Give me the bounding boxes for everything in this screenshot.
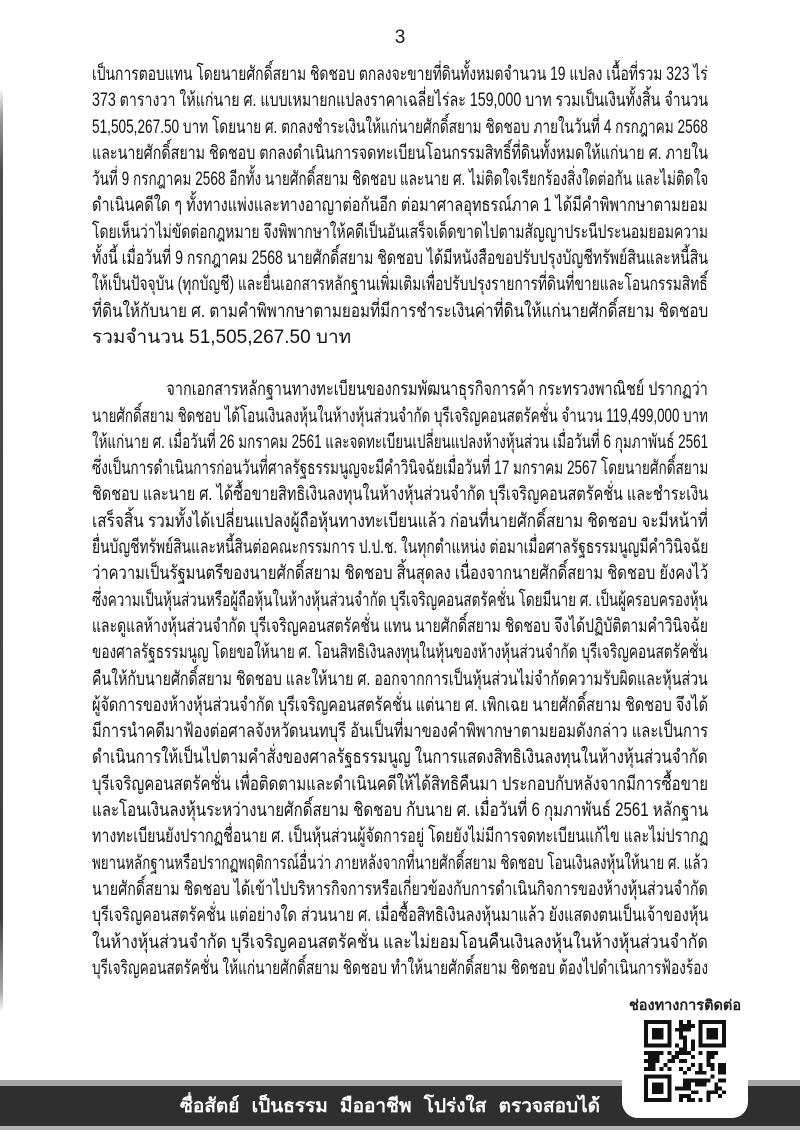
qr-code-icon — [644, 1020, 726, 1102]
text-line: ดำเนินการให้เป็นไปตามคำสั่งของศาลรัฐธรรมนูญ ในการแสดงสิทธิเงินลงทุนในห้างหุ้นส่วนจำกัด — [92, 747, 708, 769]
text-line: ดำเนินคดีใด ๆ ทั้งทางแพ่งและทางอาญาต่อกันอีก ต่อมาศาลอุทธรณ์ภาค 1 ได้มีคำพิพากษาตามยอม — [92, 195, 708, 217]
text-line: บุรีเจริญคอนสตรัคชั่น เพื่อติดตามและดำเนินคดีให้ได้สิทธิคืนมา ประกอบกับหลังจากมีการซื้อขาย — [92, 773, 709, 795]
text-line: บุรีเจริญคอนสตรัคชั่น แต่อย่างใด ส่วนนาย ศ. เมื่อซื้อสิทธิเงินลงหุ้นมาแล้ว ยังแสดงตนเป็นเจ้าของหุ้น — [92, 905, 709, 927]
contact-panel — [622, 988, 748, 1118]
text-line: จากเอกสารหลักฐานทางทะเบียนของกรมพัฒนาธุรกิจการค้า กระทรวงพาณิชย์ ปรากฏว่า — [92, 377, 560, 403]
text-line: เสร็จสิ้น รวมทั้งได้เปลี่ยนแปลงผู้ถือหุ้นทางทะเบียนแล้ว ก่อนที่นายศักดิ์สยาม ชิดชอบ จะมีหน้าที่ — [92, 510, 708, 532]
paragraph — [92, 377, 708, 982]
text-line: รวมจำนวน 51,505,267.50 บาท — [92, 326, 352, 348]
text-line: เป็นการตอบแทน โดยนายศักดิ์สยาม ชิดชอบ ตกลงจะขายที่ดินทั้งหมดจำนวน 19 แปลง เนื้อที่รวม 323 ไร่ — [92, 64, 708, 85]
text-line: ในห้างหุ้นส่วนจำกัด บุรีเจริญคอนสตรัคชั่น และไม่ยอมโอนคืนเงินลงหุ้นในห้างหุ้นส่วนจำกัด — [92, 931, 708, 953]
text-line: และนายศักดิ์สยาม ชิดชอบ ตกลงดำเนินการจดทะเบียนโอนกรรมสิทธิ์ที่ดินทั้งหมดให้แก่นาย ศ. ภายใน — [92, 142, 708, 164]
paragraph — [92, 62, 708, 351]
text-line: นายศักดิ์สยาม ชิดชอบ ได้โอนเงินลงหุ้นในห้างหุ้นส่วนจำกัด บุรีเจริญคอนสตรัคชั่น จำนวน 119,499,000 บาท — [92, 405, 708, 427]
text-line: ซึ่งเป็นการดำเนินการก่อนวันที่ศาลรัฐธรรมนูญจะมีคำวินิจฉัยเมื่อวันที่ 17 มกราคม 2567 โดยนายศักดิ์สยาม — [92, 458, 709, 480]
page-number: 3 — [394, 27, 406, 48]
text-line: วันที่ 9 กรกฎาคม 2568 อีกทั้ง นายศักดิ์สยาม ชิดชอบ และนาย ศ. ไม่ติดใจเรียกร้องสิ่งใดต่อกัน และไม่ติดใจ — [92, 169, 709, 191]
text-line: ยื่นบัญชีทรัพย์สินและหนี้สินต่อคณะกรรมการ ป.ป.ช. ในทุกตำแหน่ง ต่อมาเมื่อศาลรัฐธรรมนูญมีคำวินิจฉัย — [92, 537, 709, 559]
first-line-indent — [92, 394, 166, 395]
text-line: ให้เป็นปัจจุบัน (ทุกบัญชี) และยื่นเอกสารหลักฐานเพิ่มเติมเพื่อปรับปรุงรายการที่ดินที่ขายและโอนกรรมสิทธิ์ — [92, 274, 708, 296]
text-line: บุรีเจริญคอนสตรัคชั่น ให้แก่นายศักดิ์สยาม ชิดชอบ ทำให้นายศักดิ์สยาม ชิดชอบ ต้องไปดำเนินการฟ้องร้อง — [92, 957, 709, 979]
text-line: และโอนเงินลงหุ้นระหว่างนายศักดิ์สยาม ชิดชอบ กับนาย ศ. เมื่อวันที่ 6 กุมภาพันธ์ 2561 หลักฐาน — [92, 800, 709, 822]
text-line: 373 ตารางวา ให้แก่นาย ศ. แบบเหมายกแปลงราคาเฉลี่ยไร่ละ 159,000 บาท รวมเป็นเงินทั้งสิ้น จำนวน — [92, 90, 709, 112]
text-line: พยานหลักฐานหรือปรากฏพฤติการณ์อื่นว่า ภายหลังจากที่นายศักดิ์สยาม ชิดชอบ โอนเงินลงหุ้นให้นาย ศ. แล้ว — [92, 852, 709, 874]
footer-slogan: ซื่อสัตย์ เป็นธรรม มืออาชีพ โปร่งใส ตรวจสอบได้ — [180, 1096, 600, 1117]
text-line: 51,505,267.50 บาท โดยนาย ศ. ตกลงชำระเงินให้แก่นายศักดิ์สยาม ชิดชอบ ภายในวันที่ 4 กรกฎาคม 2568 — [92, 116, 708, 138]
scan-artifact-line — [0, 90, 3, 1010]
text-line: ที่ดินให้กับนาย ศ. ตามคำพิพากษาตามยอมที่มีการชำระเงินค่าที่ดินให้แก่นายศักดิ์สยาม ชิดชอบ — [92, 300, 709, 322]
text-line: ทั้งนี้ เมื่อวันที่ 9 กรกฎาคม 2568 นายศักดิ์สยาม ชิดชอบ ได้มีหนังสือขอปรับปรุงบัญชีทรัพย์สินและหนี้สิน — [92, 248, 709, 270]
document-body — [92, 62, 708, 982]
footer-divider-bottom — [0, 1126, 800, 1130]
text-line: ชิดชอบ และนาย ศ. ได้ซื้อขายสิทธิเงินลงทุนในห้างหุ้นส่วนจำกัด บุรีเจริญคอนสตรัคชั่น และชำระเงิน — [92, 484, 709, 506]
text-line: ว่าความเป็นรัฐมนตรีของนายศักดิ์สยาม ชิดชอบ สิ้นสุดลง เนื่องจากนายศักดิ์สยาม ชิดชอบ ยังคงไว้ — [92, 563, 709, 585]
contact-label: ช่องทางการติดต่อ — [628, 998, 742, 1014]
text-line: ผู้จัดการของห้างหุ้นส่วนจำกัด บุรีเจริญคอนสตรัคชั่น แต่นาย ศ. เพิกเฉย นายศักดิ์สยาม ชิดชอบ จึงได้ — [92, 694, 708, 716]
text-line: ให้แก่นาย ศ. เมื่อวันที่ 26 มกราคม 2561 และจดทะเบียนเปลี่ยนแปลงห้างหุ้นส่วน เมื่อวันที่ 6 กุมภาพันธ์ 2561 — [92, 431, 709, 453]
text-line: คืนให้กับนายศักดิ์สยาม ชิดชอบ และให้นาย ศ. ออกจากการเป็นหุ้นส่วนไม่จำกัดความรับผิดและหุ้นส่วน — [92, 668, 708, 690]
text-line: และดูแลห้างหุ้นส่วนจำกัด บุรีเจริญคอนสตรัคชั่น แทน นายศักดิ์สยาม ชิดชอบ จึงได้ปฏิบัติตามคำวินิจฉัย — [92, 615, 709, 637]
text-line: ซึ่งความเป็นหุ้นส่วนหรือผู้ถือหุ้นในห้างหุ้นส่วนจำกัด บุรีเจริญคอนสตรัคชั่น โดยมีนาย ศ. เป็นผู้ครอบครองหุ้น — [92, 589, 708, 611]
text-line: ของศาลรัฐธรรมนูญ โดยขอให้นาย ศ. โอนสิทธิเงินลงทุนในหุ้นของห้างหุ้นส่วนจำกัด บุรีเจริญคอนสตรัคชั่น — [92, 642, 708, 664]
text-line: มีการนำคดีมาฟ้องต่อศาลจังหวัดนนทบุรี อันเป็นที่มาของคำพิพากษาตามยอมดังกล่าว และเป็นการ — [92, 721, 709, 743]
text-line: โดยเห็นว่าไม่ขัดต่อกฎหมาย จึงพิพากษาให้คดีเป็นอันเสร็จเด็ดขาดไปตามสัญญาประนีประนอมยอมความ — [92, 221, 709, 243]
text-line: ทางทะเบียนยังปรากฏชื่อนาย ศ. เป็นหุ้นส่วนผู้จัดการอยู่ โดยยังไม่มีการจดทะเบียนแก้ไข และไม่ปรากฏ — [92, 826, 709, 848]
text-line: นายศักดิ์สยาม ชิดชอบ ได้เข้าไปบริหารกิจการหรือเกี่ยวข้องกับการดำเนินกิจการของห้างหุ้นส่วนจำกัด — [92, 878, 708, 900]
